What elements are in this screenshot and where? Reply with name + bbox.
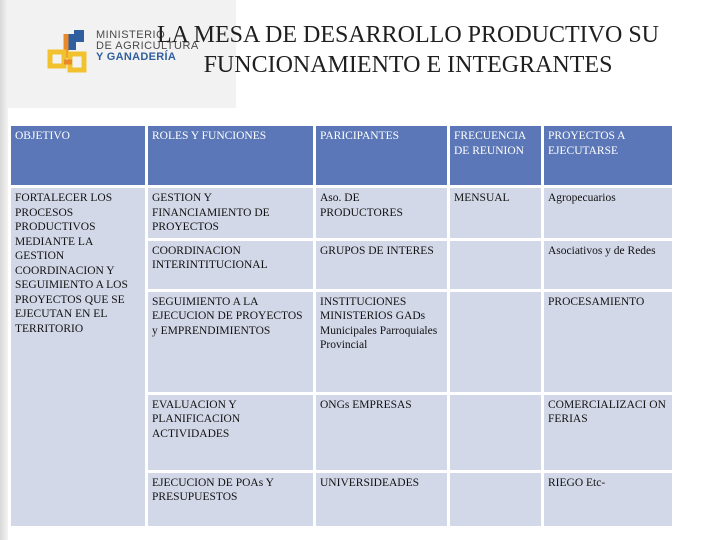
rol-cell: EVALUACION Y PLANIFICACION ACTIVIDADES <box>147 393 315 471</box>
page-title: LA MESA DE DESARROLLO PRODUCTIVO SU FUNCIONAMIENTO E INTEGRANTES <box>156 22 660 78</box>
left-edge-shade <box>0 0 8 540</box>
table-header-row <box>10 125 674 187</box>
frecuencia-empty-cell <box>449 471 543 527</box>
participantes-cell: ONGs EMPRESAS <box>315 393 449 471</box>
mesa-table <box>8 123 675 529</box>
header-objetivo: OBJETIVO <box>10 125 147 187</box>
rol-cell: SEGUIMIENTO A LA EJECUCION DE PROYECTOS y EMPRENDIMIENTOS <box>147 290 315 393</box>
participantes-cell: Aso. DE PRODUCTORES <box>315 187 449 240</box>
header-roles: ROLES Y FUNCIONES <box>147 125 315 187</box>
frecuencia-empty-cell <box>449 239 543 290</box>
participantes-cell: INSTITUCIONES MINISTERIOS GADs Municipales Parroquiales Provincial <box>315 290 449 393</box>
proyectos-cell: COMERCIALIZACI ON FERIAS <box>543 393 674 471</box>
rol-cell: COORDINACION INTERINTITUCIONAL <box>147 239 315 290</box>
frecuencia-empty-cell <box>449 290 543 393</box>
objetivo-cell: FORTALECER LOS PROCESOS PRODUCTIVOS MEDIANTE LA GESTION COORDINACION Y SEGUIMIENTO A LOS PROYECTOS QUE SE EJECUTAN EN EL TERRITORIO <box>10 187 147 528</box>
proyectos-cell: Agropecuarios <box>543 187 674 240</box>
proyectos-cell: PROCESAMIENTO <box>543 290 674 393</box>
logo-line-2: DE AGRICULTURA <box>96 40 199 52</box>
proyectos-cell: Asociativos y de Redes <box>543 239 674 290</box>
frecuencia-empty-cell <box>449 393 543 471</box>
participantes-cell: UNIVERSIDEADES <box>315 471 449 527</box>
logo-line-3: Y GANADERÍA <box>96 51 177 63</box>
rol-cell: GESTION Y FINANCIAMIENTO DE PROYECTOS <box>147 187 315 240</box>
logo-line-1: MINISTERIO <box>96 29 166 41</box>
header-frecuencia: FRECUENCIA DE REUNION <box>449 125 543 187</box>
frecuencia-cell: MENSUAL <box>449 187 543 240</box>
ministry-emblem-icon <box>40 26 92 78</box>
header-proyectos: PROYECTOS A EJECUTARSE <box>543 125 674 187</box>
table-row <box>10 187 674 240</box>
proyectos-cell: RIEGO Etc- <box>543 471 674 527</box>
header-participantes: PARICIPANTES <box>315 125 449 187</box>
participantes-cell: GRUPOS DE INTERES <box>315 239 449 290</box>
rol-cell: EJECUCION DE POAs Y PRESUPUESTOS <box>147 471 315 527</box>
